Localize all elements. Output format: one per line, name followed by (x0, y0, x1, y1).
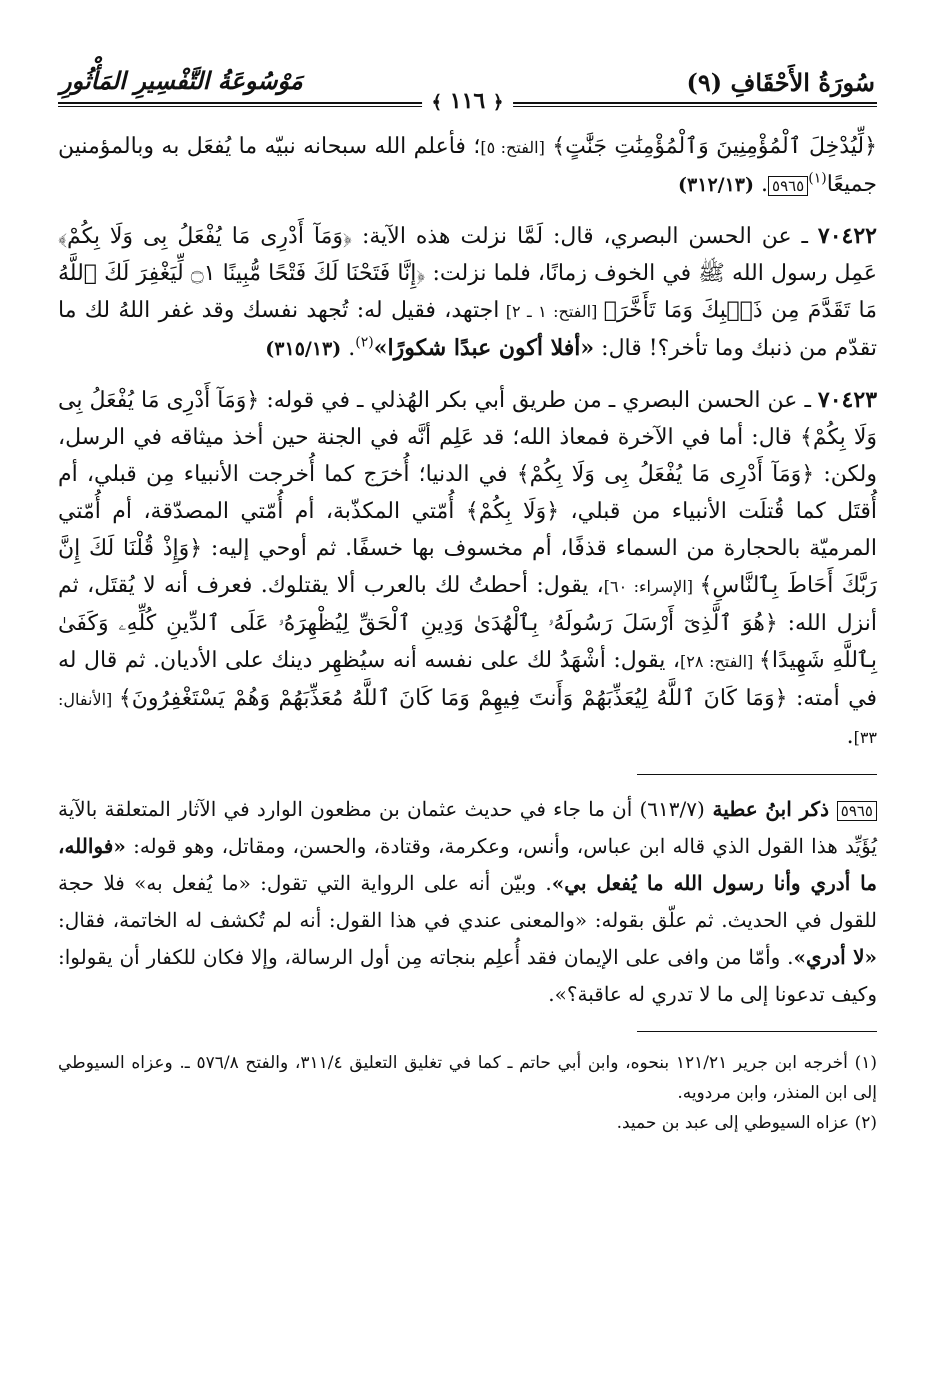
quran-quote: ﴿لِّيُدْخِلَ ٱلْمُؤْمِنِينَ وَٱلْمُؤْمِنَٰتِ جَنَّٰتٍ﴾ (552, 134, 877, 159)
paragraph-text: اجتهد، فقيل له: تُجهد نفسك وقد غفر اللهُ لك ما تقدّم من ذنبك وما تأخر؟! قال: (58, 298, 877, 361)
quran-quote: ﴿إِنَّا فَتَحْنَا لَكَ فَتْحًا مُّبِينًا ۝١ لِّيَغْفِرَ لَكَ ٱللَّهُ مَا تَقَدَّمَ مِن ذَنۢبِكَ وَمَا تَأَخَّرَ﴾ (58, 261, 878, 323)
quran-quote: ﴿وَمَآ أَدْرِى مَا يُفْعَلُ بِى وَلَا بِكُمْ﴾ (58, 224, 353, 249)
athar-number: ٧٠٤٢٢ (817, 223, 877, 249)
page-number-text: ١١٦ (449, 88, 486, 114)
footnote-1: (١) أخرجه ابن جرير ١٢١/٢١ بنحوه، وابن أبي حاتم ـ كما في تغليق التعليق ٣١١/٤، والفتح ٥٧٦/٨ ـ. وعزاه السيوطي إلى ابن المنذر، وابن مردويه. (58, 1053, 877, 1103)
quran-quote: ﴿هُوَ ٱلَّذِىٓ أَرْسَلَ رَسُولَهُۥ بِٱلْهُدَىٰ وَدِينِ ٱلْحَقِّ لِيُظْهِرَهُۥ عَلَى ٱلدِّينِ كُلِّهِۦ وَكَفَىٰ بِٱللَّهِ شَهِيدًا﴾ (58, 611, 878, 673)
hadith-quote: «أفلا أكون عبدًا شكورًا» (373, 335, 595, 361)
paragraph-text: ، يقول: أحطتُ لك بالعرب ألا يقتلوك. فعرف أنه لا يُقتَل، ثم أنزل الله: (58, 573, 877, 636)
paragraph-text: ، يقول: أشْهَدُ لك على نفسه أنه سيُظهِر دينك على الأديان. ثم قال له في أمته: (58, 648, 878, 711)
page-body (58, 128, 877, 1138)
comment-text: (٦١٣/٧) أن ما جاء في حديث عثمان بن مظعون الوارد في الآثار المتعلقة بالآية يُؤَيِّد هذا القول الذي قاله ابن عباس، وأنس، وعكرمة، وقتادة، والحسن، ومقاتل، وهو قوله: (58, 797, 877, 858)
paragraph-text: عَمِل رسول الله ﷺ في الخوف زمانًا، فلما نزلت: (425, 261, 877, 286)
quran-quote: ﴿وَإِذْ قُلْنَا لَكَ إِنَّ رَبَّكَ أَحَاطَ بِٱلنَّاسِ﴾ (58, 536, 878, 598)
comment-text: . وأمّا من وافى على الإيمان فقد أُعلِم بنجاته مِن أول الرسالة، وإلا فكان للكفار أن يقولوا: وكيف تدعونا إلى ما لا تدري له عاقبة؟». (58, 945, 877, 1006)
comment-bold: «لا أدري» (793, 945, 877, 969)
verse-reference: [الأنفال: ٣٣] (58, 690, 877, 747)
athar-paragraph (58, 218, 877, 368)
quran-quote: ﴿وَمَا كَانَ ٱللَّهُ لِيُعَذِّبَهُمْ وَأَنتَ فِيهِمْ وَمَا كَانَ ٱللَّهُ مُعَذِّبَهُمْ وَهُمْ يَسْتَغْفِرُونَ﴾ (118, 686, 788, 711)
paragraph-text: في الدنيا؛ أُخرَج كما أُخرجت الأنبياء مِن قبلي، أم أُقتَل كما قُتلَت الأنبياء من قبلي، (58, 462, 878, 524)
page-number (422, 88, 514, 114)
verse-reference: [الفتح: ٢٨] (680, 652, 759, 671)
footnote-separator (637, 1031, 877, 1032)
footnote-marker: (١) (808, 170, 827, 187)
ornament-right-icon: ﴿ (492, 92, 504, 113)
quran-quote: ﴿وَمَآ أَدْرِى مَا يُفْعَلُ بِى وَلَا بِكُمْ﴾ (516, 462, 815, 487)
verse-reference: [الفتح: ١ ـ ٢] (499, 302, 604, 321)
surah-title: سُورَةُ الأَحْقَافِ (٩) (686, 68, 875, 97)
continuation-paragraph (58, 128, 877, 204)
comment-separator (637, 774, 877, 775)
comment-box-ref: ٥٩٦٥ (768, 176, 808, 196)
footnote-2: (٢) عزاه السيوطي إلى عبد بن حميد. (616, 1113, 877, 1133)
comment-bold: «فوالله، ما أدري وأنا رسول الله ما يُفعل بي» (58, 834, 877, 895)
comment-bold: ذكر ابنُ عطية (704, 797, 837, 821)
quran-quote: ﴿وَلَا بِكُمْ﴾ (465, 499, 560, 524)
running-header (58, 66, 877, 114)
book-title: مَوْسُوعَةُ التَّفْسِيرِ المَأْثُورِ (60, 66, 303, 95)
editor-comment (58, 791, 877, 1013)
verse-reference: [الإسراء: ٦٠] (603, 577, 700, 596)
paragraph-text: ـ عن الحسن البصري ـ من طريق أبي بكر الهُذلي ـ في قوله: (259, 388, 818, 413)
paragraph-end: . (846, 724, 854, 749)
ornament-left-icon: ﴾ (431, 92, 443, 113)
paragraph-text: ؛ فأعلم الله سبحانه نبيّه ما يُفعَل به وبالمؤمنين جميعًا (58, 134, 877, 197)
quran-quote: ﴿وَمَآ أَدْرِى مَا يُفْعَلُ بِى وَلَا بِكُمْ﴾ (58, 388, 877, 450)
athar-number: ٧٠٤٢٣ (817, 387, 878, 413)
volume-page-cite: (٣١٢/١٣) (678, 174, 755, 196)
comment-text: . وبيّن أنه على الرواية التي تقول: «ما يُفعل به» فلا حجة للقول في الحديث. ثم علّق بقوله: «والمعنى عندي في هذا القول: أنه لم تُكشف له الخاتمة، فقال: (58, 871, 877, 932)
paragraph-text: قال: أما في الآخرة فمعاذ الله؛ قد عَلِم أنَّه في الجنة حين أخذ ميثاقه في الرسل، ولكن: (58, 425, 877, 487)
comment-box-number: ٥٩٦٥ (837, 801, 877, 821)
paragraph-end: . (341, 336, 356, 361)
volume-page-cite: (٣١٥/١٣) (265, 338, 342, 360)
paragraph-text: ـ عن الحسن البصري، قال: لَمَّا نزلت هذه الآية: (352, 224, 818, 249)
athar-paragraph (58, 382, 877, 756)
verse-reference: [الفتح: ٥] (480, 138, 545, 157)
paragraph-text: أُمّتي المكذّبة، أم أُمّتي المصدّقة، أم أُمّتي المرميّة بالحجارة من السماء قذفًا، أم مخسوف بها خسفًا. ثم أوحي إليه: (58, 499, 877, 561)
footnote-marker: (٢) (355, 334, 374, 351)
paragraph-end: . (754, 172, 769, 197)
